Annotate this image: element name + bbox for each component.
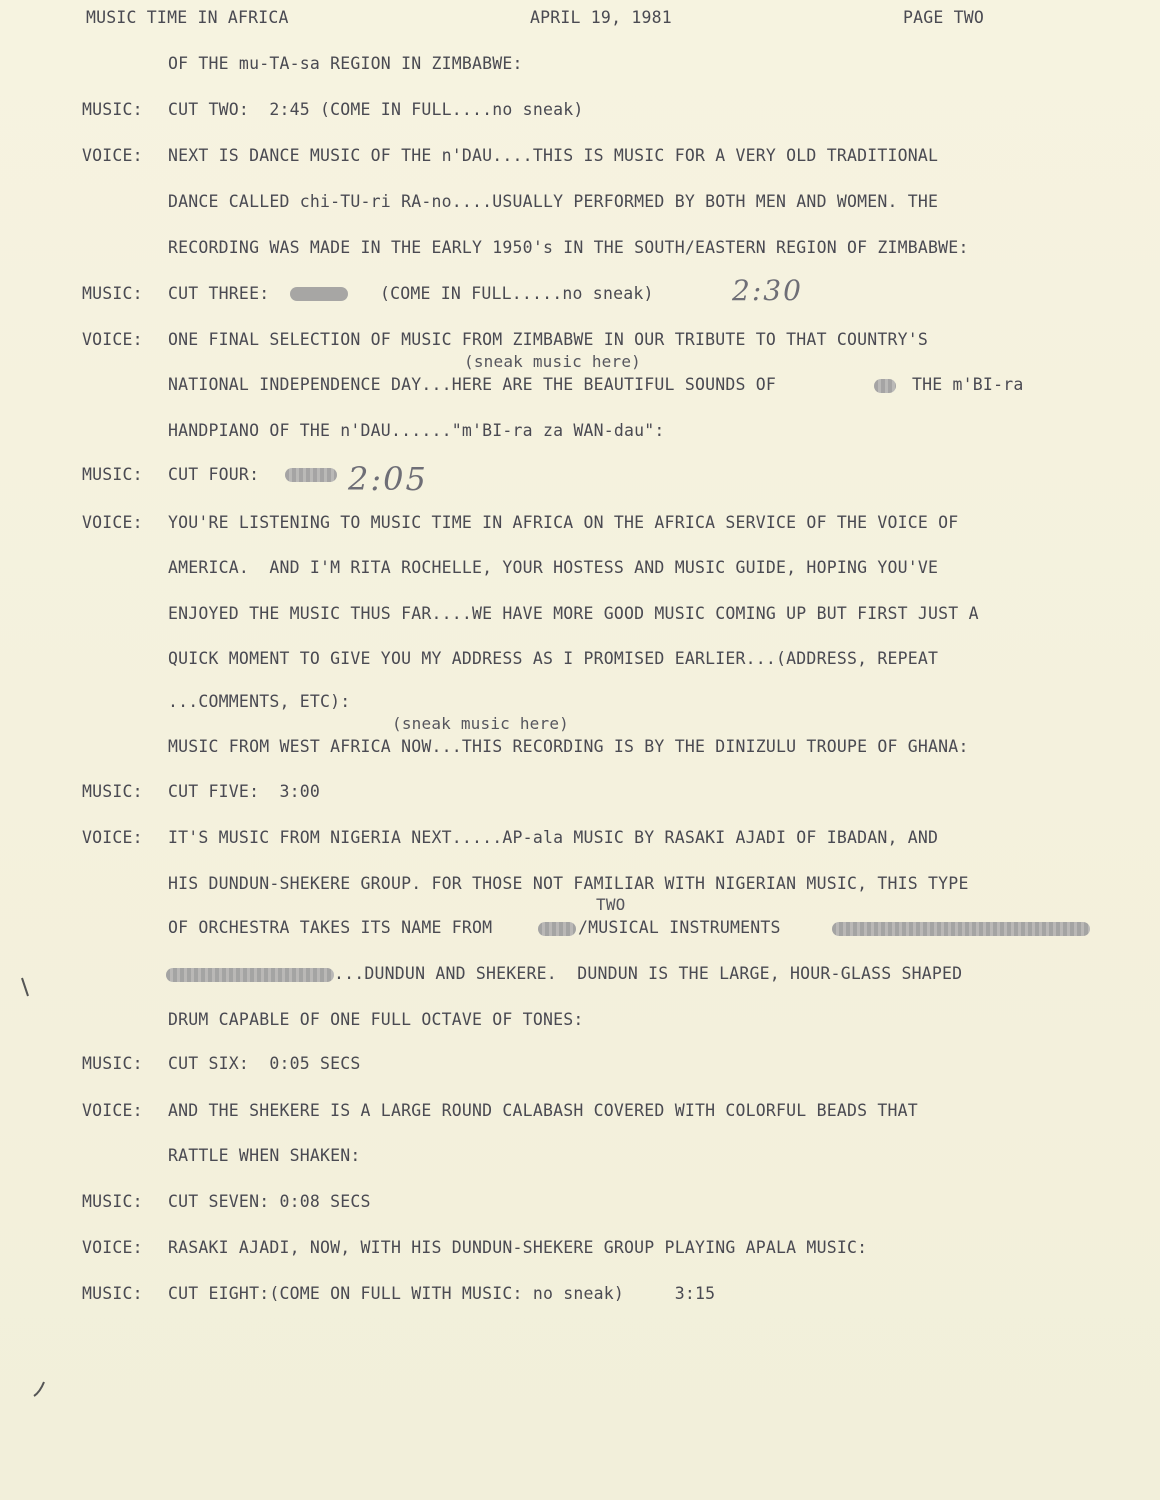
script-line: ...COMMENTS, ETC):	[168, 692, 351, 711]
script-line: CUT SEVEN: 0:08 SECS	[168, 1192, 371, 1211]
cue-label: MUSIC:	[82, 1284, 143, 1303]
script-line: ...DUNDUN AND SHEKERE. DUNDUN IS THE LARGE, HOUR-GLASS SHAPED	[334, 964, 963, 983]
script-line: /MUSICAL INSTRUMENTS	[578, 918, 781, 937]
strikeout-mark	[874, 379, 896, 393]
cue-label: MUSIC:	[82, 465, 143, 484]
broadcast-date: APRIL 19, 1981	[530, 8, 672, 27]
typed-note: (sneak music here)	[392, 714, 569, 733]
script-line: NATIONAL INDEPENDENCE DAY...HERE ARE THE BEAUTIFUL SOUNDS OF	[168, 375, 777, 394]
script-line: CUT SIX: 0:05 SECS	[168, 1054, 361, 1073]
page-number: PAGE TWO	[903, 8, 985, 27]
cue-label: VOICE:	[82, 146, 143, 165]
margin-tick	[22, 978, 28, 996]
cue-label: VOICE:	[82, 330, 143, 349]
handwritten-time: 2:30	[732, 274, 803, 307]
typed-note: TWO	[596, 895, 626, 914]
script-line: CUT FIVE: 3:00	[168, 782, 321, 801]
cue-label: VOICE:	[82, 1101, 143, 1120]
cue-label: MUSIC:	[82, 1192, 143, 1211]
cue-label: VOICE:	[82, 1238, 143, 1257]
script-line: MUSIC FROM WEST AFRICA NOW...THIS RECORDING IS BY THE DINIZULU TROUPE OF GHANA:	[168, 737, 969, 756]
script-line: HANDPIANO OF THE n'DAU......"m'BI-ra za WAN-dau":	[168, 421, 665, 440]
script-line: THE m'BI-ra	[912, 375, 1024, 394]
program-title: MUSIC TIME IN AFRICA	[86, 8, 289, 27]
cue-label: MUSIC:	[82, 284, 143, 303]
script-line: AND THE SHEKERE IS A LARGE ROUND CALABASH COVERED WITH COLORFUL BEADS THAT	[168, 1101, 918, 1120]
script-line: YOU'RE LISTENING TO MUSIC TIME IN AFRICA ON THE AFRICA SERVICE OF THE VOICE OF	[168, 513, 959, 532]
script-line: CUT THREE:	[168, 284, 270, 303]
script-line: RASAKI AJADI, NOW, WITH HIS DUNDUN-SHEKERE GROUP PLAYING APALA MUSIC:	[168, 1238, 868, 1257]
typed-note: (sneak music here)	[464, 352, 641, 371]
script-line: AMERICA. AND I'M RITA ROCHELLE, YOUR HOSTESS AND MUSIC GUIDE, HOPING YOU'VE	[168, 558, 939, 577]
script-line: CUT TWO: 2:45 (COME IN FULL....no sneak)	[168, 100, 584, 119]
handwritten-time: 2:05	[348, 460, 428, 498]
script-line: ONE FINAL SELECTION OF MUSIC FROM ZIMBABWE IN OUR TRIBUTE TO THAT COUNTRY'S	[168, 330, 929, 349]
script-line: CUT EIGHT:(COME ON FULL WITH MUSIC: no sneak) 3:15	[168, 1284, 716, 1303]
script-line: QUICK MOMENT TO GIVE YOU MY ADDRESS AS I PROMISED EARLIER...(ADDRESS, REPEAT	[168, 649, 939, 668]
cue-label: VOICE:	[82, 828, 143, 847]
margin-check	[34, 1382, 44, 1396]
script-line: RATTLE WHEN SHAKEN:	[168, 1146, 361, 1165]
strikeout-mark	[538, 922, 576, 936]
cue-label: MUSIC:	[82, 1054, 143, 1073]
strikeout-mark	[166, 968, 334, 982]
cue-label: MUSIC:	[82, 100, 143, 119]
script-line: DRUM CAPABLE OF ONE FULL OCTAVE OF TONES:	[168, 1010, 584, 1029]
script-line: CUT FOUR:	[168, 465, 260, 484]
strikeout-mark	[832, 922, 1090, 936]
script-line: IT'S MUSIC FROM NIGERIA NEXT.....AP-ala MUSIC BY RASAKI AJADI OF IBADAN, AND	[168, 828, 939, 847]
strikeout-mark	[285, 468, 337, 482]
script-line: OF ORCHESTRA TAKES ITS NAME FROM	[168, 918, 493, 937]
script-line: HIS DUNDUN-SHEKERE GROUP. FOR THOSE NOT FAMILIAR WITH NIGERIAN MUSIC, THIS TYPE	[168, 874, 969, 893]
script-line: RECORDING WAS MADE IN THE EARLY 1950's IN THE SOUTH/EASTERN REGION OF ZIMBABWE:	[168, 238, 969, 257]
script-line: OF THE mu-TA-sa REGION IN ZIMBABWE:	[168, 54, 523, 73]
scribble-mark	[290, 287, 348, 301]
script-line: ENJOYED THE MUSIC THUS FAR....WE HAVE MORE GOOD MUSIC COMING UP BUT FIRST JUST A	[168, 604, 979, 623]
margin-pencil-marks	[12, 960, 52, 1400]
script-line: (COME IN FULL.....no sneak)	[380, 284, 654, 303]
cue-label: MUSIC:	[82, 782, 143, 801]
script-line: DANCE CALLED chi-TU-ri RA-no....USUALLY PERFORMED BY BOTH MEN AND WOMEN. THE	[168, 192, 939, 211]
cue-label: VOICE:	[82, 513, 143, 532]
script-line: NEXT IS DANCE MUSIC OF THE n'DAU....THIS IS MUSIC FOR A VERY OLD TRADITIONAL	[168, 146, 939, 165]
